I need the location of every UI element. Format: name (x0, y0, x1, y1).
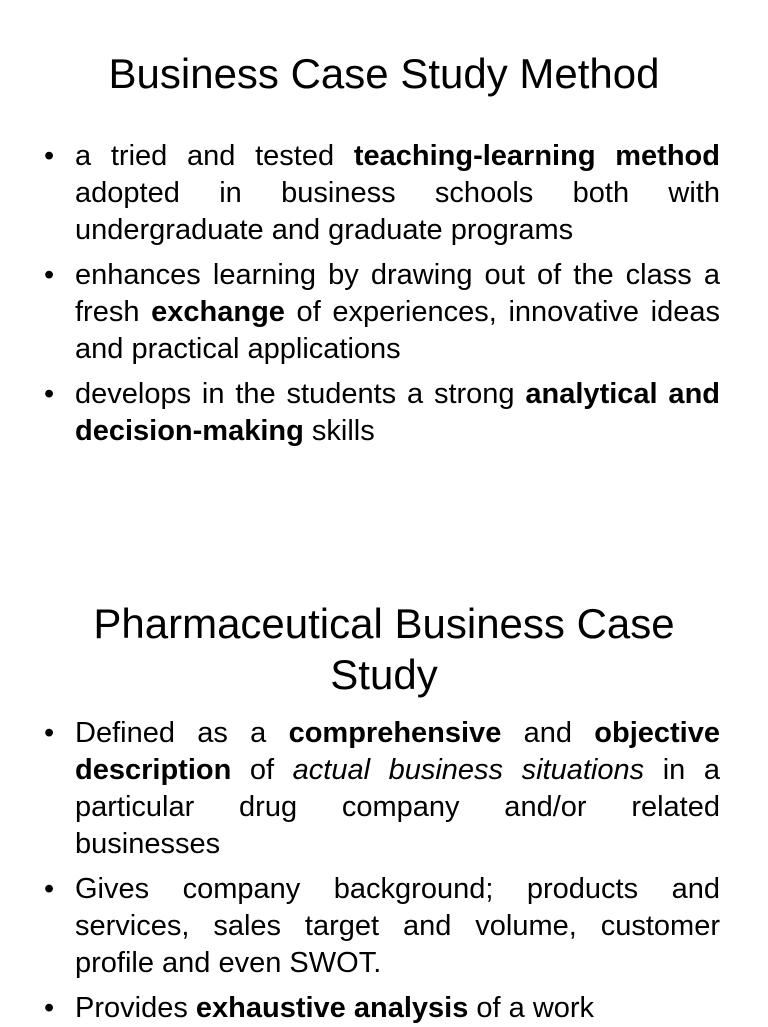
bullet-text-part: develops in the students a strong (75, 378, 526, 410)
bullet-item (0, 138, 720, 249)
bullet-item (0, 257, 720, 368)
bullet-dot-icon: • (44, 992, 55, 1024)
bullet-text-part: of (231, 754, 293, 786)
bullet-text-part: skills (303, 415, 375, 447)
bullet-item (0, 871, 720, 982)
bullet-item (0, 715, 720, 863)
bullet-text-part: and (501, 717, 595, 749)
bullet-item (0, 990, 720, 1027)
bullet-list (0, 138, 768, 450)
bullet-text-part-bold: objective description (75, 717, 720, 786)
slide-business-case-study-method (0, 48, 768, 450)
bullet-text-part: Gives company background; products and services, sales target and volume, customer profile and even SWOT. (75, 873, 720, 979)
bullet-text-part: in a particular drug company and/or related businesses (75, 754, 720, 860)
bullet-text-part: enhances learning by drawing out of the class a fresh (75, 259, 720, 328)
slide-pharmaceutical-business-case-study (0, 598, 768, 1027)
bullet-dot-icon: • (44, 873, 55, 905)
bullet-text-part: adopted in business schools both with undergraduate and graduate programs (75, 177, 720, 246)
bullet-item (0, 376, 720, 450)
bullet-text-part-bold: comprehensive (288, 717, 502, 749)
bullet-dot-icon: • (44, 378, 55, 410)
bullet-dot-icon: • (44, 140, 55, 172)
bullet-dot-icon: • (44, 259, 55, 291)
bullet-text-part: Provides (75, 992, 196, 1024)
bullet-text-part-bold: analytical and decision-making (75, 378, 720, 447)
bullet-text-part-italic: actual business situations (292, 754, 645, 786)
bullet-text-part-bold: exhaustive analysis (195, 992, 469, 1024)
bullet-text-part: a tried and tested (75, 140, 354, 172)
bullet-text-part: of experiences, innovative ideas and practical applications (75, 296, 721, 365)
slide-title (0, 598, 768, 700)
slide-title-line: Study (330, 651, 438, 698)
bullet-text-part: of a work (468, 992, 595, 1024)
slide-title-line: Pharmaceutical Business Case (93, 600, 675, 647)
bullet-list (0, 715, 768, 1027)
bullet-text-part-bold: teaching-learning method (353, 140, 720, 172)
bullet-dot-icon: • (44, 717, 55, 749)
bullet-text-part-bold: exchange (151, 296, 285, 328)
bullet-text-part: Defined as a (75, 717, 289, 749)
slide-title: Business Case Study Method (108, 50, 660, 97)
